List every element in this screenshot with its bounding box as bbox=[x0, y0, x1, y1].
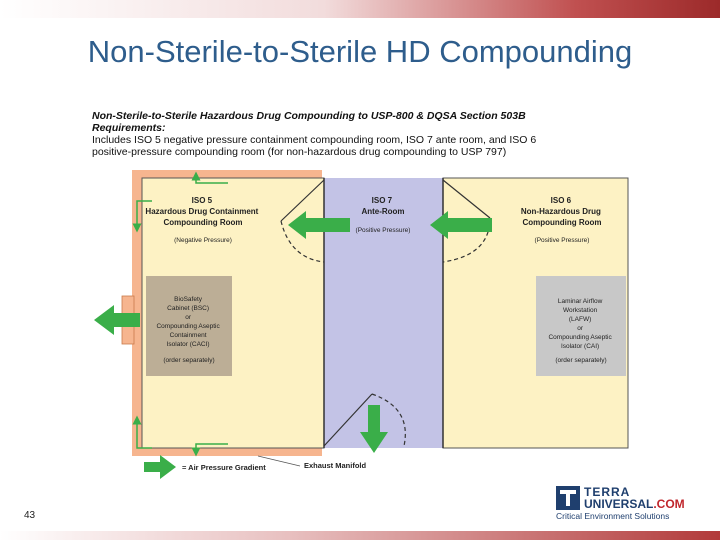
equip-right-3: (LAFW) bbox=[568, 316, 592, 323]
iso5-label-3: Compounding Room bbox=[163, 218, 243, 227]
equip-right-2: Workstation bbox=[562, 307, 598, 314]
legend-label: = Air Pressure Gradient bbox=[182, 463, 266, 472]
equip-left-5: Containment bbox=[169, 332, 207, 339]
heading-line-3: Includes ISO 5 negative pressure containment compounding room, ISO 7 ante room, and ISO 6 bbox=[92, 134, 537, 146]
equip-right-7: (order separately) bbox=[555, 357, 607, 364]
terra-universal-logo bbox=[556, 486, 712, 522]
equip-left-2: Cabinet (BSC) bbox=[167, 305, 210, 312]
heading-line-1: Non-Sterile-to-Sterile Hazardous Drug Compounding to USP-800 & DQSA Section 503B bbox=[92, 110, 526, 122]
logo-tagline: Critical Environment Solutions bbox=[556, 511, 670, 521]
logo-line-2-main: UNIVERSAL bbox=[584, 497, 654, 511]
iso5-label-2: Hazardous Drug Containment bbox=[145, 207, 259, 216]
equip-right-4: or bbox=[577, 325, 583, 332]
exhaust-manifold-label: Exhaust Manifold bbox=[304, 461, 367, 470]
legend-arrow-icon bbox=[144, 455, 176, 479]
equip-left-3: or bbox=[185, 314, 191, 321]
equip-left-7: (order separately) bbox=[163, 357, 215, 364]
heading-line-4: positive-pressure compounding room (for non-hazardous drug compounding to USP 797) bbox=[92, 146, 507, 158]
equip-right-6: Isolator (CAI) bbox=[560, 343, 600, 350]
logo-line-2 bbox=[584, 497, 685, 511]
iso6-label-2: Non-Hazardous Drug bbox=[520, 207, 601, 216]
iso6-label-3: Compounding Room bbox=[522, 218, 602, 227]
equip-left-4: Compounding Aseptic bbox=[156, 323, 220, 330]
equip-right-5: Compounding Aseptic bbox=[548, 334, 612, 341]
slide-title: Non-Sterile-to-Sterile HD Compounding bbox=[87, 34, 633, 69]
equip-left-6: Isolator (CACI) bbox=[166, 341, 210, 348]
iso6-pressure: (Positive Pressure) bbox=[534, 237, 590, 244]
logo-mark-icon bbox=[556, 486, 580, 510]
equip-right-1: Laminar Airflow bbox=[557, 298, 603, 305]
bottom-accent-bar bbox=[0, 531, 720, 540]
heading-line-2: Requirements: bbox=[92, 122, 166, 134]
equip-left-1: BioSafety bbox=[174, 296, 203, 303]
iso5-pressure: (Negative Pressure) bbox=[174, 237, 232, 244]
logo-line-2-suffix: .COM bbox=[653, 497, 685, 511]
iso7-label-2: Ante-Room bbox=[361, 207, 405, 216]
iso7-pressure: (Positive Pressure) bbox=[355, 227, 411, 234]
iso6-label-1: ISO 6 bbox=[550, 196, 572, 205]
page-number: 43 bbox=[24, 510, 36, 521]
iso5-label-1: ISO 5 bbox=[191, 196, 213, 205]
iso7-label-1: ISO 7 bbox=[371, 196, 393, 205]
logo-line-1: TERRA bbox=[584, 485, 631, 499]
